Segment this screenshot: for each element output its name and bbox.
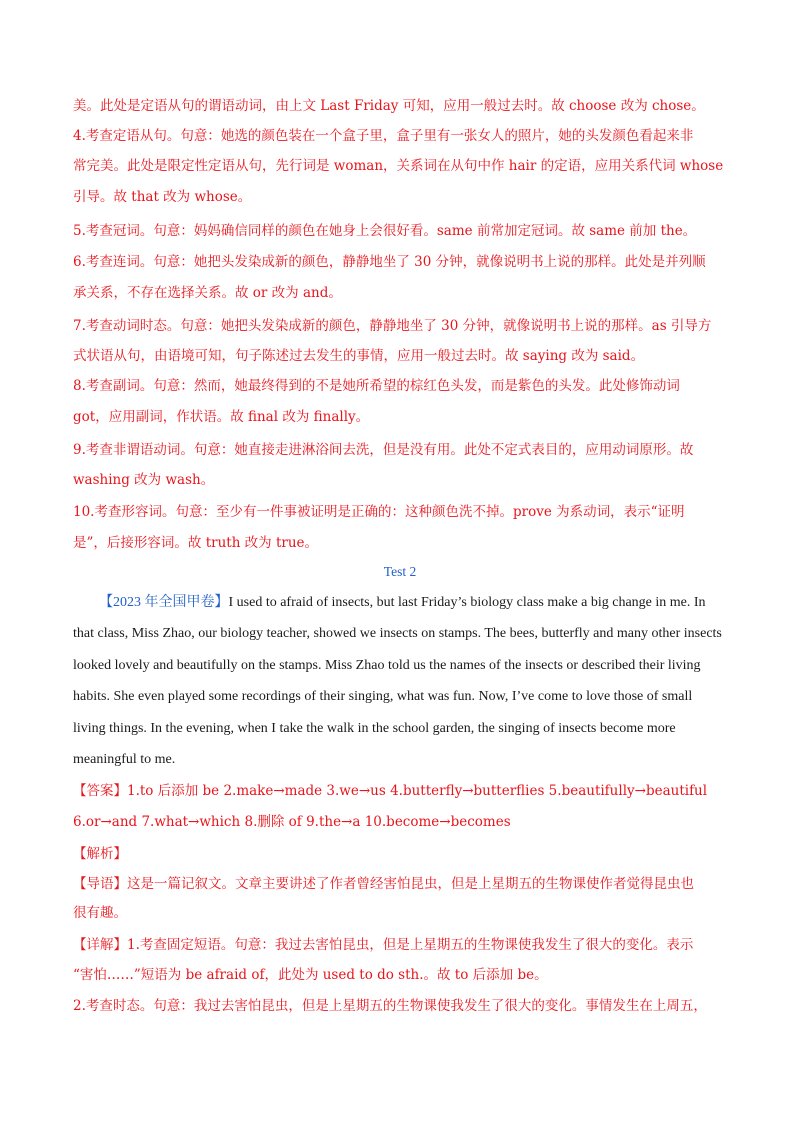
passage-text: I used to afraid of insects, but last Friday’s biology class make a big change in me. In — [228, 595, 706, 610]
explanation-line: got，应用副词，作状语。故 final 改为 finally。 — [73, 409, 370, 425]
explanation-line: 8.考查副词。句意：然而，她最终得到的不是她所希望的棕红色头发，而是紫色的头发。此处修饰动词 — [73, 378, 680, 394]
detail-line: “害怕……”短语为 be afraid of，此处为 used to do sth.。故 to 后添加 be。 — [73, 967, 548, 983]
source-tag: 【2023 年全国甲卷】 — [99, 595, 229, 610]
passage-line: meaningful to me. — [73, 752, 176, 767]
explanation-line: 4.考查定语从句。句意：她选的颜色装在一个盒子里，盒子里有一张女人的照片，她的头发颜色看起来非 — [73, 128, 694, 144]
explanation-line: 常完美。此处是限定性定语从句，先行词是 woman，关系词在从句中作 hair 的定语，应用关系代词 whose — [73, 158, 724, 174]
detail-line: 【详解】1.考查固定短语。句意：我过去害怕昆虫，但是上星期五的生物课使我发生了很大的变化。表示 — [73, 937, 694, 953]
explanation-line: 美。此处是定语从句的谓语动词，由上文 Last Friday 可知，应用一般过去时。故 choose 改为 chose。 — [73, 98, 705, 114]
passage-line: living things. In the evening, when I take the walk in the school garden, the singing of insects become more — [73, 721, 676, 736]
explanation-line: washing 改为 wash。 — [73, 472, 215, 488]
passage-line: that class, Miss Zhao, our biology teacher, showed we insects on stamps. The bees, butterfly and many other insects — [73, 626, 722, 641]
explanation-line: 6.考查连词。句意：她把头发染成新的颜色，静静地坐了 30 分钟，就像说明书上说的那样。此处是并列顺 — [73, 254, 706, 270]
answer-line: 6.or→and 7.what→which 8.删除 of 9.the→a 10.become→becomes — [73, 814, 511, 830]
passage-line: habits. She even played some recordings of their singing, what was fun. Now, I’ve come to love those of small — [73, 689, 693, 704]
guide-line: 【导语】这是一篇记叙文。文章主要讲述了作者曾经害怕昆虫，但是上星期五的生物课使作者觉得昆虫也 — [73, 876, 694, 892]
explanation-line: 引导。故 that 改为 whose。 — [73, 189, 252, 205]
test-title: Test 2 — [383, 564, 417, 579]
passage-first-line — [99, 594, 706, 612]
analysis-heading: 【解析】 — [73, 846, 127, 862]
guide-line: 很有趣。 — [73, 905, 127, 921]
answer-line: 【答案】1.to 后添加 be 2.make→made 3.we→us 4.butterfly→butterflies 5.beautifully→beautiful — [73, 783, 708, 799]
passage-line: looked lovely and beautifully on the stamps. Miss Zhao told us the names of the insects or described their living — [73, 658, 701, 673]
explanation-line: 承关系，不存在选择关系。故 or 改为 and。 — [73, 285, 342, 301]
explanation-line: 10.考查形容词。句意：至少有一件事被证明是正确的：这种颜色洗不掉。prove 为系动词，表示“证明 — [73, 504, 685, 520]
explanation-line: 9.考查非谓语动词。句意：她直接走进淋浴间去洗，但是没有用。此处不定式表目的，应用动词原形。故 — [73, 442, 694, 458]
explanation-line: 是”，后接形容词。故 truth 改为 true。 — [73, 535, 319, 551]
detail-line: 2.考查时态。句意：我过去害怕昆虫，但是上星期五的生物课使我发生了很大的变化。事情发生在上周五， — [73, 998, 707, 1014]
explanation-line: 式状语从句，由语境可知，句子陈述过去发生的事情，应用一般过去时。故 saying 改为 said。 — [73, 348, 645, 364]
explanation-line: 5.考查冠词。句意：妈妈确信同样的颜色在她身上会很好看。same 前常加定冠词。故 same 前加 the。 — [73, 223, 697, 239]
explanation-line: 7.考查动词时态。句意：她把头发染成新的颜色，静静地坐了 30 分钟，就像说明书上说的那样。as 引导方 — [73, 318, 712, 334]
